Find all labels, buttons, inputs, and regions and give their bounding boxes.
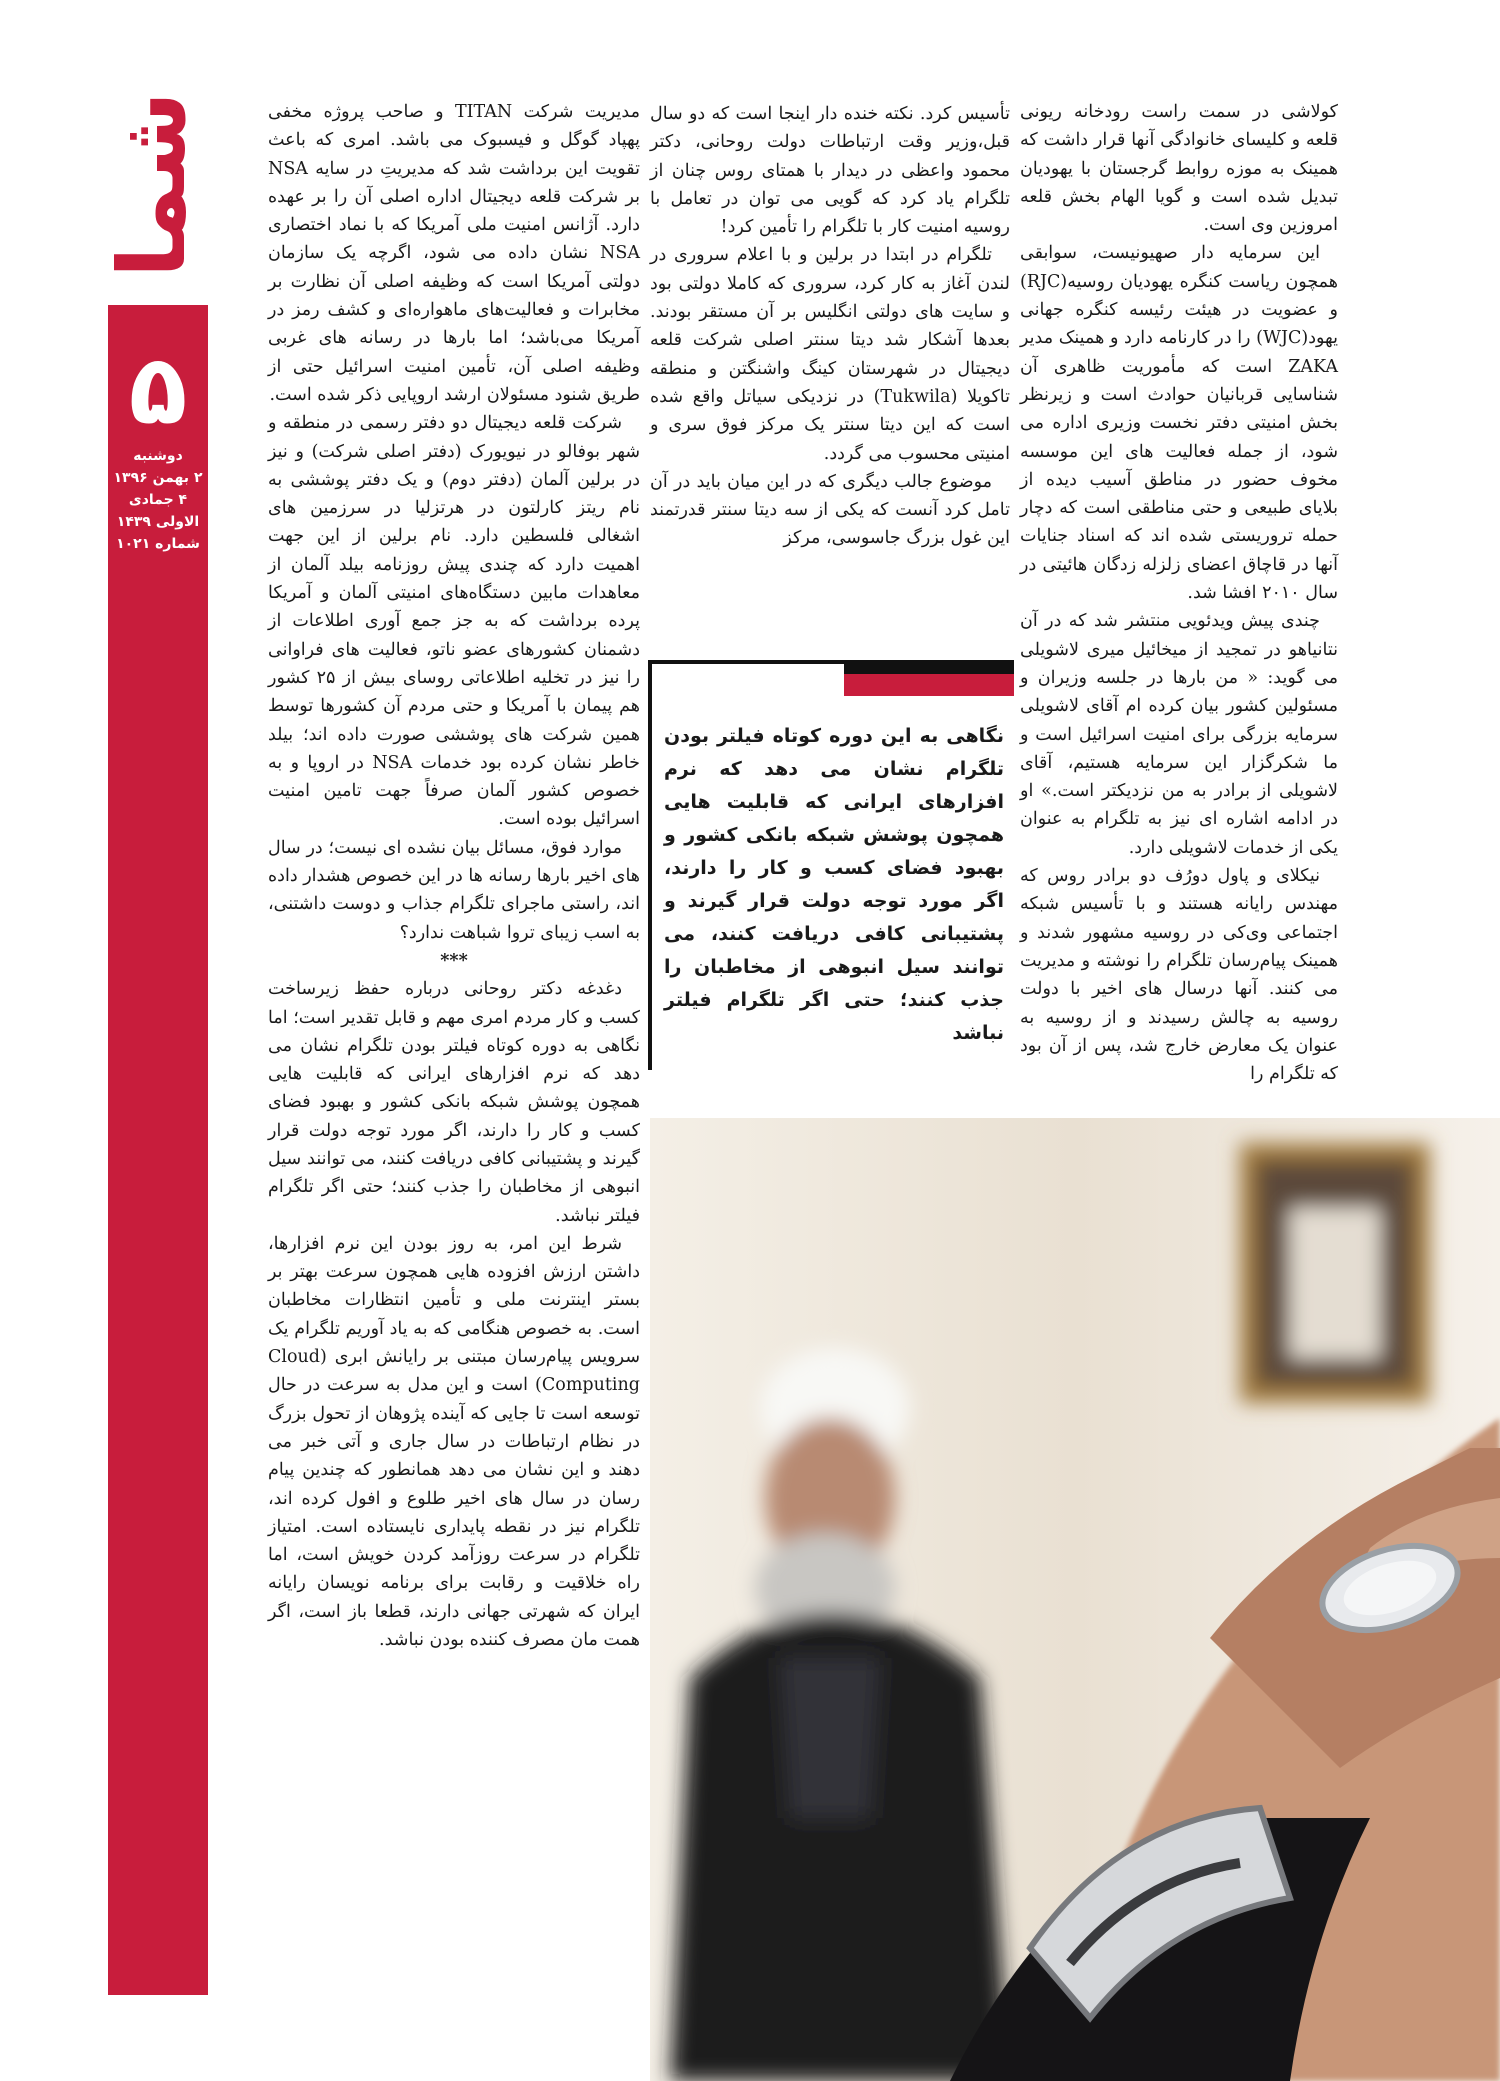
issue-number: شماره ۱۰۲۱ xyxy=(116,536,200,552)
paragraph: موضوع جالب دیگری که در این میان باید در آن تامل کرد آنست که یکی از سه دیتا سنتر قدرتمند این غول بزرگ جاسوسی، مرکز xyxy=(650,471,1010,549)
paragraph: دغدغه دکتر روحانی درباره حفظ زیرساخت کسب و کار مردم امری مهم و قابل تقدیر است؛ اما نگاهی به دوره کوتاه فیلتر بودن تلگرام نشان می دهد که نرم افزارهای ایرانی که قابلیت هایی همچون پوشش شبکه بانکی کشور و بهبود فضای کسب و کار را دارند، اگر مورد توجه دولت قرار گیرند و پشتیبانی کافی دریافت کنند، می توانند سیل انبوهی از مخاطبان را جذب کنند؛ حتی اگر تلگرام فیلتر نباشد. xyxy=(268,979,640,1226)
issue-date-hijri: ۴ جمادی الاولی ۱۴۳۹ xyxy=(116,492,200,530)
section-separator: *** xyxy=(440,950,468,971)
paragraph: شرط این امر، به روز بودن این نرم افزارها، داشتن ارزش افزوده هایی همچون سرعت بهتر بر بستر اینترنت ملی و تأمین انتظارات مخاطبان است. به خصوص هنگامی که به یاد آوریم تلگرام یک سرویس پیام‌رسان مبتنی بر رایانش ابری (Cloud Computing) است و این مدل به سرعت در حال توسعه است تا جایی که آینده پژوهان از تحول بزرگ در نظام ارتباطات در سال جاری و آتی خبر می دهند و این نشان می دهد همانطور که چندین پیام رسان در سال های اخیر طلوع و افول کرده اند، تلگرام نیز در نقطه پایداری نایستاده است. امتیاز تلگرام در سرعت روزآمد کردن خویش است، اما راه خلاقیت و رقابت برای برنامه نویسان رایانه ایران که شهرتی جهانی دارند، قطعا باز است، اگر همت مان مصرف کننده بودن نباشد. xyxy=(268,1233,640,1651)
paragraph: موارد فوق، مسائل بیان نشده ای نیست؛ در سال های اخیر بارها رسانه ها در این خصوص هشدار داده اند، راستی ماجرای تلگرام جذاب و دوست داشتنی، به اسب زیبای تروا شباهت ندارد؟ xyxy=(268,837,640,943)
quote-rule-side xyxy=(648,660,652,1070)
issue-weekday: دوشنبه xyxy=(133,448,183,464)
issue-sidebar xyxy=(108,305,208,1995)
article-column-1 xyxy=(1020,98,1338,1088)
background-frame xyxy=(1240,1143,1430,1403)
masthead-logo: شما xyxy=(99,91,206,279)
paragraph: تأسیس کرد. نکته خنده دار اینجا است که دو سال قبل،وزیر وقت ارتباطات دولت روحانی، دکتر محمود واعظی در دیدار با همتای روس چنان از تلگرام یاد کرد که گویی می توان در تعامل با روسیه امنیت کار با تلگرام را تأمین کرد! xyxy=(650,104,1010,238)
paragraph: مدیریت شرکت TITAN و صاحب پروژه مخفی پهپاد گوگل و فیسبوک می باشد. امری که باعث تقویت این برداشت شد که مدیریتِ در سایه NSA بر شرکت قلعه دیجیتال اداره اصلی آن را بر عهده دارد. آژانس امنیت ملی آمریکا که با نماد اختصاری NSA نشان داده می شود، اگرچه یک سازمان دولتی آمریکا است که وظیفه اصلی آن نظارت بر مخابرات و فعالیت‌های ماهواره‌ای و کشف رمز در آمریکا می‌باشد؛ اما بارها در رسانه های غربی وظیفه اصلی آن، تأمین امنیت اسرائیل حتی از طریق شنود مسئولان ارشد اروپایی ذکر شده است. xyxy=(268,102,640,405)
issue-date-shamsi: ۲ بهمن ۱۳۹۶ xyxy=(113,470,203,486)
paragraph: نیکلای و پاول دورُف دو برادر روس که مهندس رایانه هستند و با تأسیس شبکه اجتماعی وی‌کی در روسیه مشهور شدند و همینک پیام‌رسان تلگرام را نوشته و مدیریت می کنند. آنها درسال های اخیر با دولت روسیه به چالش رسیدند و از روسیه به عنوان یک معارض خارج شد، پس از آن بود که تلگرام را xyxy=(1020,866,1338,1085)
paragraph: چندی پیش ویدئویی منتشر شد که در آن نتانیاهو در تمجید از میخائیل میری لاشویلی می گوید: « من بارها در جلسه وزیران و مسئولین کشور بیان کرده ام آقای لاشویلی سرمایه بزرگی برای امنیت اسرائیل است و ما شکرگزار این سرمایه هستیم، آقای لاشویلی از برادر به من نزدیکتر است.» او در ادامه اشاره ای نیز به تلگرام به عنوان یکی از خدمات لاشویلی دارد. xyxy=(1020,611,1338,858)
paragraph: این سرمایه دار صهیونیست، سوابقی همچون ریاست کنگره یهودیان روسیه(RJC) و عضویت در هیئت رئیسه کنگره جهانی یهود(WJC) را در کارنامه دارد و همینک مدیر ZAKA است که مأموریت ظاهری آن شناسایی قربانیان حوادث است و زیرنظر بخش امنیتی دفتر نخست وزیری اداره می شود، از جمله فعالیت های این موسسه مخوف حضور در مناطق آسیب دیده از بلایای طبیعی و حتی مناطقی است که دچار حمله تروریستی شده اند که اسناد جنایات آنها در قاچاق اعضای زلزله زدگان هائیتی در سال ۲۰۱۰ افشا شد. xyxy=(1020,243,1338,604)
article-column-2 xyxy=(650,100,1010,553)
quote-rule-top xyxy=(648,660,844,664)
paragraph: تلگرام در ابتدا در برلین و با اعلام سروری در لندن آغاز به کار کرد، سروری که کاملا دولتی بود و سایت های دولتی انگلیس بر آن مستقر بودند. بعدها آشکار شد دیتا سنتر اصلی شرکت قلعه دیجیتال در شهرستان کینگ واشنگتن و منطقه تاکویلا (Tukwila) در نزدیکی سیاتل واقع شده است که این دیتا سنتر یک مرکز فوق سری و امنیتی محسوب می گردد. xyxy=(650,245,1010,464)
pull-quote xyxy=(648,660,1014,1090)
article-column-3 xyxy=(268,98,640,1654)
pull-quote-text: نگاهی به این دوره کوتاه فیلتر بودن تلگرام نشان می دهد که نرم افزارهای ایرانی که قابلیت هایی همچون پوشش شبکه بانکی کشور و بهبود فضای کسب و کار را دارند، اگر مورد توجه دولت قرار گیرند و پشتیبانی کافی دریافت کنند، می توانند سیل انبوهی از مخاطبان را جذب کنند؛ حتی اگر تلگرام فیلتر نباشد xyxy=(664,725,1004,1044)
paragraph: شرکت قلعه دیجیتال دو دفتر رسمی در منطقه و شهر بوفالو در نیویورک (دفتر اصلی شرکت) و نیز در برلین آلمان (دفتر دوم) و یک دفتر پوششی به نام ریتز کارلتون در هرتزلیا در سرزمین های اشغالی فلسطین دارد. نام برلین از این جهت اهمیت دارد که چندی پیش روزنامه بیلد آلمان از معاهدات مابین دستگاه‌های امنیتی آلمان و آمریکا پرده برداشت که به جز جمع آوری اطلاعات از دشمنان کشورهای عضو ناتو، فعالیت های فراوانی را نیز در تخلیه اطلاعاتی روسای بیش از ۲۵ کشور هم پیمان با آمریکا و حتی مردم آن کشورها توسط همین شرکت های پوششی صورت داده اند؛ بیلد خاطر نشان کرده بود خدمات NSA در اروپا و به خصوص کشور آلمان صرفاً جهت تامین امنیت اسرائیل بوده است. xyxy=(268,413,640,830)
page-number: ۵ xyxy=(128,334,188,446)
quote-bar-black xyxy=(844,660,1014,674)
article-photo xyxy=(650,1118,1500,2081)
photo-illustration xyxy=(650,1118,1500,2081)
quote-bar-red xyxy=(844,674,1014,696)
paragraph: کولاشی در سمت راست رودخانه ریونی قلعه و کلیسای خانوادگی آنها قرار داشت که همینک به موزه روابط گرجستان با یهودیان تبدیل شده است و گویا الهام بخش قلعه امروزین وی است. xyxy=(1020,102,1338,236)
